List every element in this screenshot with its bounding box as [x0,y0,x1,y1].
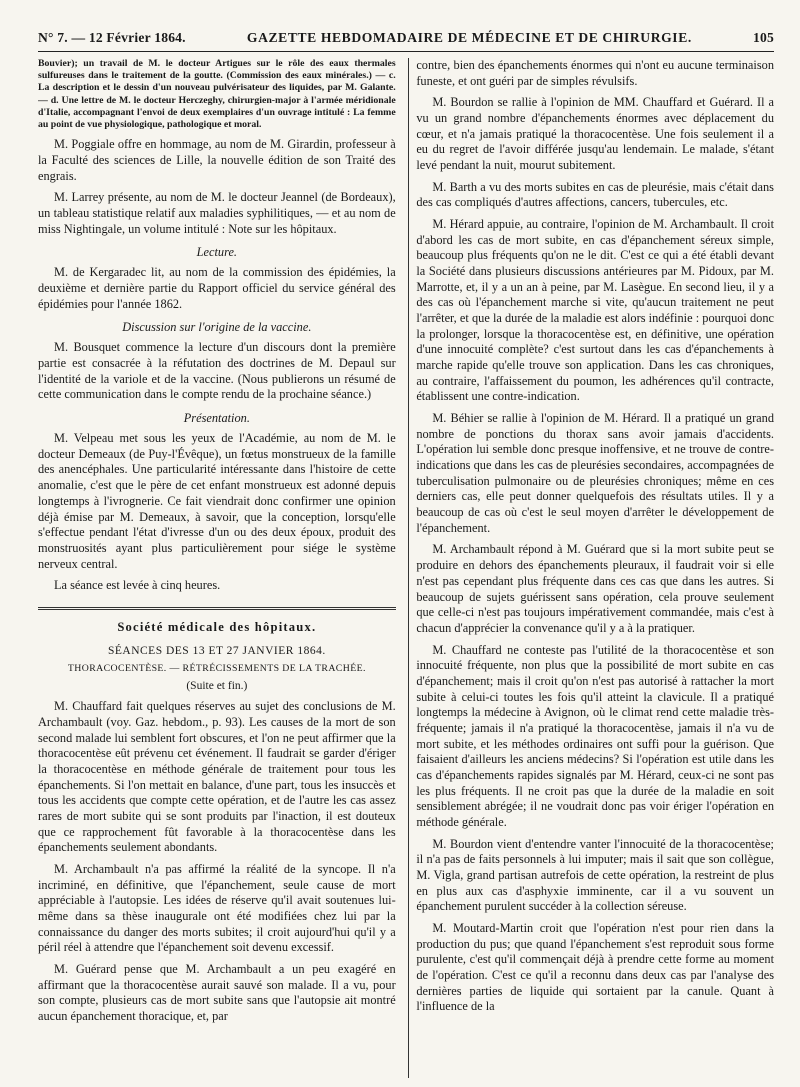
intro-note: Bouvier); un travail de M. le docteur Artigues sur le rôle des eaux thermales sulfureuses dans le traitement de la goutte. (Commission des eaux minérales.) — c. La description et le dessin d'un nouveau pulvérisateur des liquides, par M. Galante. — d. Une lettre de M. le docteur Herczeghy, chirurgien-major à l'armée méridionale d'Italie, accompagnant l'envoi de deux exemplaires d'un ouvrage intitulé : La femme au point de vue physiologique, pathologique et moral. [38,58,396,131]
right-column [416,58,774,1078]
paragraph-archambault: M. Archambault n'a pas affirmé la réalité de la syncope. Il n'a incriminé, en définitive, que l'épanchement, seule cause de mort appréciable à l'autopsie. Les idées de réserve qu'il avait soutenues lui-même dans sa thèse inaugurale ont été modifiées chez lui par la connaissance du danger des morts subites; il croit aujourd'hui qu'il y a péril réel à attendre que l'épanchement soit devenu excessif. [38,861,396,955]
session-topic: THORACOCENTÈSE. — RÉTRÉCISSEMENTS DE LA TRACHÉE. [67,663,366,675]
heading-presentation: Présentation. [183,411,250,426]
heading-discussion: Discussion sur l'origine de la vaccine. [122,320,312,335]
paragraph-larrey: M. Larrey présente, au nom de M. le docteur Jeannel (de Bordeaux), un tableau statistique relatif aux maladies syphilitiques, — et au nom de miss Nightingale, un volume intitulé : Note sur les hôpitaux. [38,190,396,236]
paragraph-barth: M. Barth a vu des morts subites en cas de pleurésie, mais c'était dans des cas compliqués d'autres affections, cancers, tubercules, etc. [416,179,774,210]
seances-dates: SÉANCES DES 13 ET 27 JANVIER 1864. [107,645,326,658]
paragraph-chauffard: M. Chauffard fait quelques réserves au sujet des conclusions de M. Archambault (voy. Gaz. hebdom., p. 93). Les causes de la mort de son second malade lui semblent fort obscures, et l'on ne peut affirmer que la thoracocentèse eût prévenu cet événement. Il faudrait se garder d'ériger la thoracocentèse en méthode générale de traitement pour tous les épanchements. Si l'on mettait en balance, d'une part, tous les insuccès et tous les accidents que compte cette opération, et de l'autre les cas assez rares de mort subite qui se sont produits par l'inaction, il est douteux que ce rapprochement fût favorable à la thoracocentèse dans les épanchements seulement abondants. [38,699,396,855]
paragraph-continuation: contre, bien des épanchements énormes qui n'ont eu aucune terminaison funeste, et ont guéri par de simples révulsifs. [416,58,774,88]
paragraph-bousquet: M. Bousquet commence la lecture d'un discours dont la première partie est consacrée à la réfutation des doctrines de M. Depaul sur l'identité de la variole et de la vaccine. (Nous publierons un résumé de cette communication dans le compte rendu de la prochaine séance.) [38,340,396,402]
seance-end: La séance est levée à cinq heures. [54,578,221,593]
paragraph-poggiale: M. Poggiale offre en hommage, au nom de M. Girardin, professeur à la Faculté des sciences de Lille, la nouvelle édition de son Traité des engrais. [38,137,396,183]
paragraph-moutard-martin: M. Moutard-Martin croit que l'opération n'est pour rien dans la production du pus; que quand l'épanchement s'est reproduit sous forme purulente, c'est qu'il commençait déjà à prendre cette forme au moment de l'opération. C'est ce qu'il a reconnu dans deux cas par l'analyse des dernières parties de liquide qui sortaient par la canule. Quant à l'influence de la [416,920,774,1014]
paragraph-bourdon-2: M. Bourdon vient d'entendre vanter l'innocuité de la thoracocentèse; il n'a pas de faits personnels à lui imputer; mais il sait que son collègue, M. Vigla, grand partisan autrefois de cette opération, la restreint de plus en plus aux cas d'asphyxie imminente, car il a vu souvent un épanchement purulent succéder à la collection séreuse. [416,836,774,914]
paragraph-kergaradec: M. de Kergaradec lit, au nom de la commission des épidémies, la deuxième et dernière partie du Rapport officiel du service général des épidémies pour l'année 1862. [38,265,396,311]
suite-et-fin: (Suite et fin.) [186,680,248,693]
paragraph-archambault-2: M. Archambault répond à M. Guérard que si la mort subite peut se produire en dehors des épanchements pleuraux, il faudrait voir si elle n'est pas cependant plus fréquente dans ces cas que dans les autres. Si beaucoup de sujets guérissent sans opération, cela prouve seulement que celle-ci n'est pas toujours impérativement commandée, mais c'est à chacun d'apprécier la convenance qu'il y a à la pratiquer. [416,542,774,635]
left-column [38,58,396,1078]
page-header [38,0,774,52]
society-title: Société médicale des hôpitaux. [38,607,396,635]
journal-title: GAZETTE HEBDOMADAIRE DE MÉDECINE ET DE CHIRURGIE. [246,30,692,45]
issue-date: N° 7. — 12 Février 1864. [38,30,186,45]
page-number: 105 [753,30,774,45]
paragraph-guerard: M. Guérard pense que M. Archambault a un peu exagéré en affirmant que la thoracocentèse aurait sauvé son malade. Il a vu, pour son compte, plusieurs cas de mort subite sans que l'autopsie ait montré aucun épanchement thoracique, et, par [38,961,396,1023]
two-column-body [38,58,774,1078]
paragraph-herard: M. Hérard appuie, au contraire, l'opinion de M. Archambault. Il croit d'abord les cas de mort subite, en cas d'épanchement séreux simple, beaucoup plus fréquents qu'on ne le dit. C'est ce qui a été établi devant la Société dans plusieurs discussions antérieures par M. Pidoux, par M. Marrotte, et, il y a un an à peine, par M. Lasègue. En second lieu, il y a des cas où l'épanchement marche si vite, qu'aucun traitement ne peut l'arrêter, et que la durée de la maladie est alors indéfinie : pourquoi donc la prolonger, lorsque la thoracocentèse est, en définitive, une opération d'une innocuité complète? c'est surtout dans les cas d'épanchements à marche rapide qu'elle trouve son application. Dans les cas chroniques, au contraire, l'affaissement du poumon, les adhérences qu'il contracte, établissent une contre-indication. [416,217,774,404]
paragraph-bourdon-1: M. Bourdon se rallie à l'opinion de MM. Chauffard et Guérard. Il a vu un grand nombre d'épanchements énormes avec déplacement du cœur, et n'a jamais pratiqué la thoracocentèse. Une fois seulement il a eu du regret de l'avoir différée jusqu'au lendemain. Le malade, s'étant levé pendant la nuit, mourut subitement. [416,95,774,173]
paragraph-velpeau: M. Velpeau met sous les yeux de l'Académie, au nom de M. le docteur Demeaux (de Puy-l'Évêque), un fœtus monstrueux de la famille des anencéphales. Une particularité intéressante dans l'histoire de cette anomalie, c'est que le père de cet enfant monstrueux est adonné depuis longtemps à l'ivrognerie. Ce fait viendrait donc confirmer une opinion déjà émise par M. Demeaux, à savoir, que la conception, lorsqu'elle s'effectue pendant l'état d'ivresse d'un ou des deux époux, produit des monstruosités ayant plus particulièrement pour siége le système nerveux central. [38,431,396,571]
heading-lecture: Lecture. [196,245,238,260]
paragraph-chauffard-2: M. Chauffard ne conteste pas l'utilité de la thoracocentèse et son innocuité fréquente, non plus que la possibilité de mort subite en cas d'épanchement; mais il croit qu'on n'est pas autorisé à rattacher la mort subite à celui-ci toutes les fois qu'il atteint la clavicule. Il a pratiqué longtemps la médecine à Avignon, où le climat rend cette maladie très-fréquente; jamais il n'a pratiqué la thoracocentèse, jamais il n'a vu de mort subite, et les méthodes ordinaires ont suffi pour la guérison. Que faisaient d'ailleurs les anciens médecins? Si l'opération est utile dans les cas d'épanchements rapides signalés par M. Hérard, ceux-ci ne sont pas les plus fréquents. Il ne croit pas que la durée de la maladie en soit sensiblement abrégée; il ne voudrait donc pas voir ériger l'opération en méthode générale. [416,642,774,829]
paragraph-behier: M. Béhier se rallie à l'opinion de M. Hérard. Il a pratiqué un grand nombre de ponctions du thorax sans avoir jamais d'accidents. L'opération lui semble donc presque inoffensive, et ne trouve de contre-indications que dans les cas de pleurésies secondaires, accompagnées de tuberculisation pulmonaire ou de pleurésies chroniques; même en ces derniers cas, elle peut donner quelquefois des résultats utiles. Il y a beaucoup de cas où c'est le seul moyen d'arrêter le développement de l'épanchement. [416,411,774,535]
